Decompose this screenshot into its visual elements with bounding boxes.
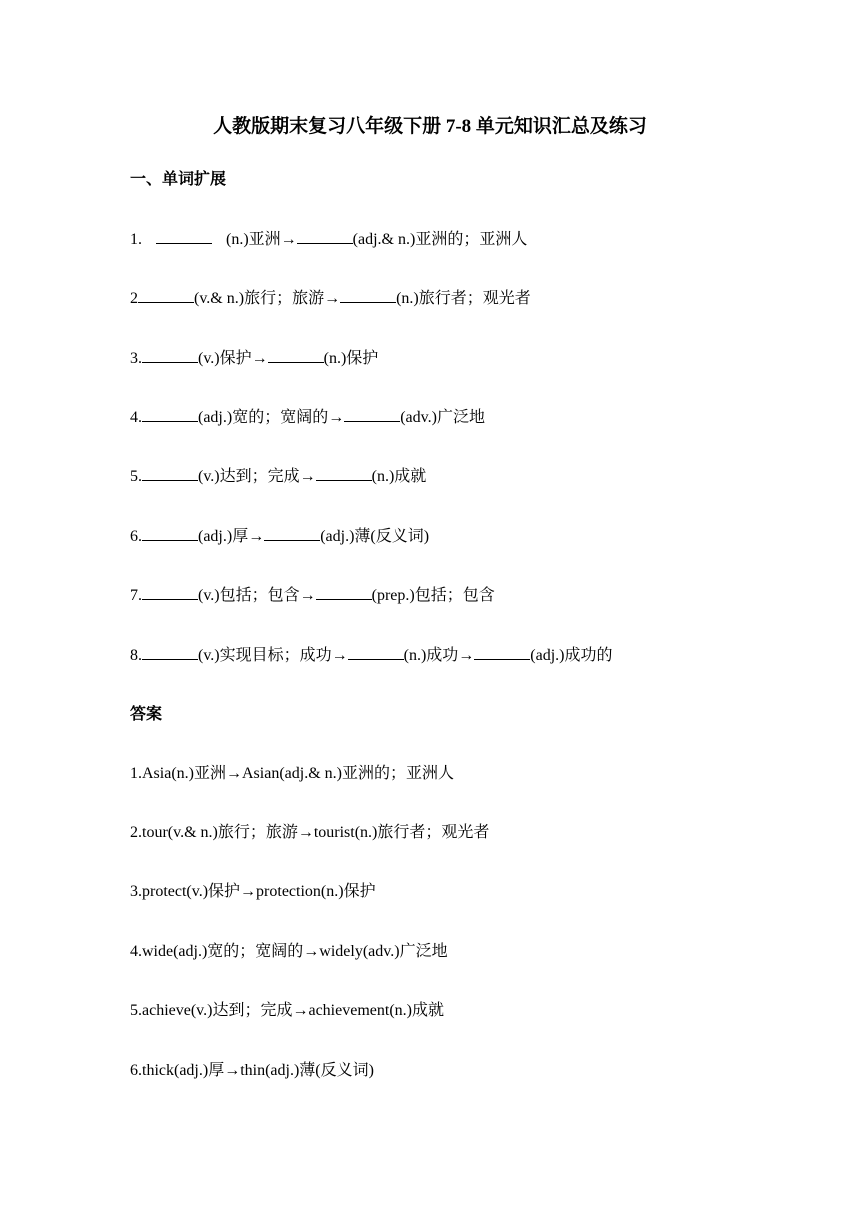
answer-line-1: 1.Asia(n.)亚洲→Asian(adj.& n.)亚洲的；亚洲人	[130, 765, 454, 782]
exercise-number: 4.	[130, 409, 142, 426]
exercise-number: 3.	[130, 350, 142, 367]
answer-line-4: 4.wide(adj.)宽的；宽阔的→widely(adv.)广泛地	[130, 943, 448, 960]
answer-blank	[142, 466, 198, 481]
answer-line-2: 2.tour(v.& n.)旅行；旅游→tourist(n.)旅行者；观光者	[130, 824, 490, 841]
exercise-text: (n.)旅行者；观光者	[396, 290, 531, 307]
answer-blank	[344, 407, 400, 422]
exercise-item-1	[130, 229, 527, 250]
exercise-text: (v.)包括；包含→	[198, 587, 316, 604]
exercise-text: (v.)保护→	[198, 350, 268, 367]
exercise-text: (adj.)薄(反义词)	[320, 528, 430, 545]
exercise-number: 2	[130, 290, 138, 307]
exercise-number: 6.	[130, 528, 142, 545]
exercise-text: (v.& n.)旅行；旅游→	[194, 290, 341, 307]
exercise-text: (adj.)厚→	[198, 528, 265, 545]
exercise-number: 1.	[130, 231, 142, 248]
exercise-text: (n.)亚洲→	[226, 231, 297, 248]
exercise-number: 8.	[130, 647, 142, 664]
exercise-text: (adj.& n.)亚洲的；亚洲人	[352, 231, 528, 248]
answer-blank	[138, 288, 194, 303]
answer-line-3: 3.protect(v.)保护→protection(n.)保护	[130, 883, 376, 900]
answer-blank	[348, 645, 404, 660]
answer-blank	[156, 229, 212, 244]
answer-blank	[264, 526, 320, 541]
exercise-text: (n.)成就	[371, 468, 427, 485]
exercise-item-7	[130, 585, 495, 606]
exercise-text: (v.)实现目标；成功→	[198, 647, 348, 664]
exercise-text: (adv.)广泛地	[400, 409, 485, 426]
exercise-text: (n.)成功→	[403, 647, 475, 664]
exercise-item-3	[130, 348, 378, 369]
answer-blank	[142, 526, 198, 541]
exercise-item-8	[130, 645, 613, 666]
exercise-item-4	[130, 407, 485, 428]
answer-blank	[297, 229, 353, 244]
exercise-number: 7.	[130, 587, 142, 604]
exercise-text: (v.)达到；完成→	[198, 468, 316, 485]
exercise-text: (adj.)宽的；宽阔的→	[198, 409, 345, 426]
answer-line-5: 5.achieve(v.)达到；完成→achievement(n.)成就	[130, 1002, 444, 1019]
section-heading-word-expansion: 一、单词扩展	[130, 171, 227, 188]
answer-blank	[142, 407, 198, 422]
exercise-text: (n.)保护	[323, 350, 379, 367]
exercise-item-5	[130, 466, 426, 487]
answer-blank	[268, 348, 324, 363]
answer-line-6: 6.thick(adj.)厚→thin(adj.)薄(反义词)	[130, 1062, 374, 1079]
answer-blank	[316, 466, 372, 481]
answer-blank	[340, 288, 396, 303]
answer-blank	[142, 348, 198, 363]
exercise-item-2	[130, 288, 531, 309]
exercise-text: (adj.)成功的	[530, 647, 613, 664]
document-title: 人教版期末复习八年级下册 7-8 单元知识汇总及练习	[213, 116, 647, 137]
answer-blank	[142, 585, 198, 600]
exercise-text: (prep.)包括；包含	[371, 587, 495, 604]
exercise-item-6	[130, 526, 429, 547]
answer-blank	[316, 585, 372, 600]
answer-blank	[474, 645, 530, 660]
answers-heading: 答案	[130, 706, 163, 723]
exercise-number: 5.	[130, 468, 142, 485]
answer-blank	[142, 645, 198, 660]
